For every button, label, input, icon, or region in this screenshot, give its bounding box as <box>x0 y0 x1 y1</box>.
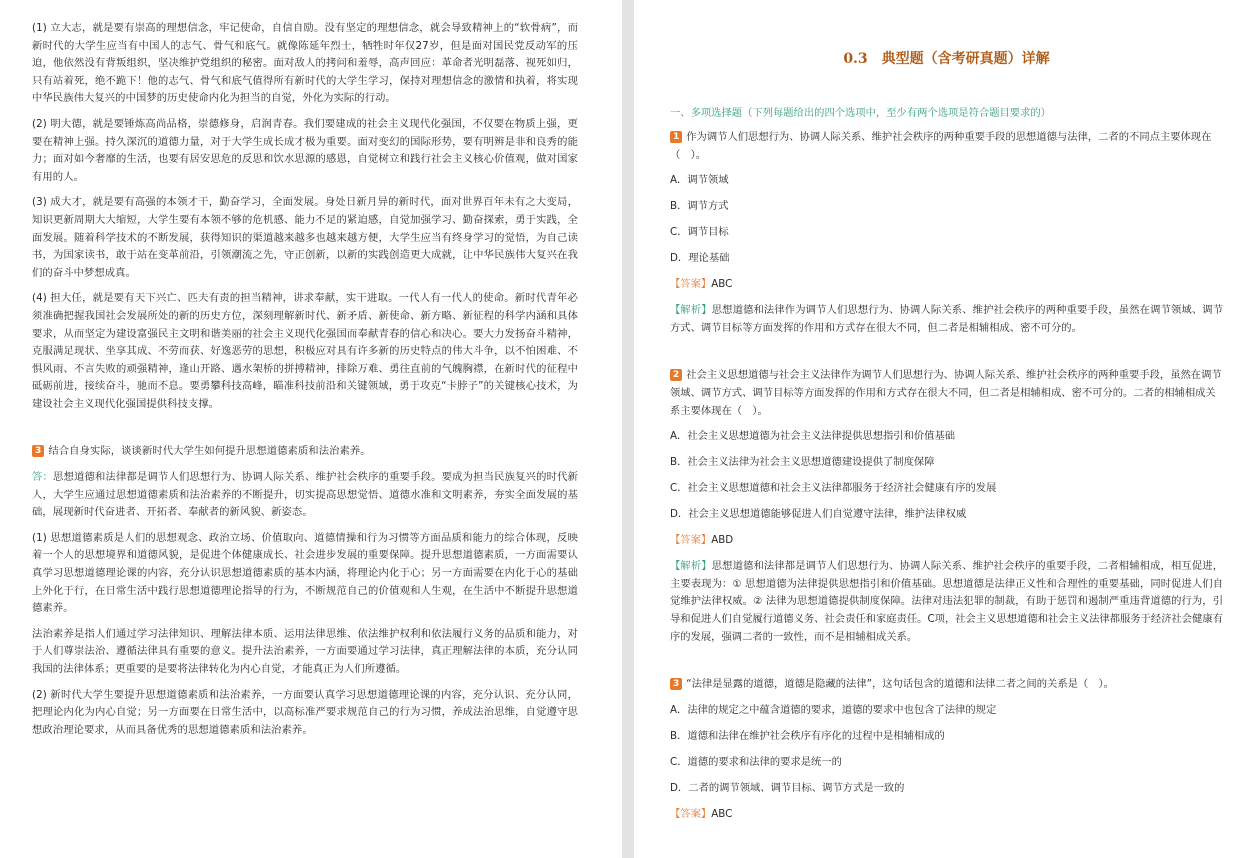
section-subheading: 一、多项选择题（下列每题给出的四个选项中，至少有两个选项是符合题目要求的） <box>670 107 1051 119</box>
section-title: 0.3 典型题（含考研真题）详解 <box>843 51 1050 67</box>
option-c: C．社会主义思想道德和社会主义法律都服务于经济社会健康有序的发展 <box>670 482 997 495</box>
explanation <box>670 302 1223 337</box>
answer-label: 答： <box>32 471 54 484</box>
question-text: “法律是显露的道德，道德是隐藏的法律”，这句话包含的道德和法律二者之间的关系是（ ）。 <box>686 678 1114 691</box>
question-3-heading <box>32 443 578 461</box>
option-a: A．调节领域 <box>670 174 729 187</box>
option-c: C．道德的要求和法律的要求是统一的 <box>670 755 842 768</box>
left-page <box>0 0 622 858</box>
option-b: B．道德和法律在维护社会秩序有序化的过程中是相辅相成的 <box>670 729 945 742</box>
option-d: D．社会主义思想道德能够促进人们自觉遵守法律，维护法律权威 <box>670 508 967 521</box>
paragraph-responsibility: (4) 担大任，就是要有天下兴亡、匹夫有责的担当精神，讲求奉献，实干进取。一代人有一代人的使命。新时代青年必须准确把握我国社会发展所处的新的历史方位，深刻理解新时代、新矛盾、新使命、新方略、新征程的科学内涵和具体要求，从而坚定为建设富强民主文明和谐美丽的社会主义现代化强国而奉献青春的信心和决心。要大力发扬奋斗精神，克服满足现状、坐享其成、不劳而获、好逸恶劳的思想，积极应对具有许多新的历史特点的伟大斗争，以不怕困难、不惧风雨、不言失败的顽强精神，逢山开路、遇水架桥的拼搏精神，排除万难、勇往直前的气魄胸襟，在新时代的征程中砥砺前进，接续奋斗，驰而不息。要勇攀科技高峰，瞄准科技前沿和关键领域，勇于攻克“卡脖子”的关键核心技术，为建设社会主义现代化强国提供科技支撑。 <box>32 292 578 410</box>
explanation-tag: 【解析】 <box>670 304 712 317</box>
paragraph-morality: (2) 明大德，就是要锤炼高尚品格，崇德修身，启润青春。我们要建成的社会主义现代化强国，不仅要在物质上强，更要在精神上强。持久深沉的道德力量，对于大学生成长成才极为重要。面对变幻的国际形势，要有明辨是非和良秀的能力；面对如今奢靡的生活，也要有居安思危的反思和饮水思源的感恩，自觉树立和践行社会主义核心价值观，做对国家有用的人。 <box>32 117 578 183</box>
answer-tag: 【答案】 <box>670 278 712 291</box>
answer-text: 思想道德和法律都是调节人们思想行为、协调人际关系、维护社会秩序的重要手段。要成为担当民族复兴的时代新人，大学生应通过思想道德素质和法治素养的不断提升，切实提高思想觉悟、道德水准和文明素养，夯实全面发展的基础，展现新时代奋进者、开拓者、奉献者的新风貌、新姿态。 <box>32 471 579 519</box>
question-stem <box>670 129 1223 164</box>
answer-line <box>670 806 1223 823</box>
answer-tag: 【答案】 <box>670 807 712 820</box>
paragraph-talent: (3) 成大才，就是要有高强的本领才干，勤奋学习，全面发展。身处日新月异的新时代，面对世界百年未有之大变局，知识更新周期大大缩短，大学生要有本领不够的危机感、能力不足的紧迫感，自觉加强学习、勤奋探索，勇于实践，全面发展。随着科学技术的不断发展，获得知识的渠道越来越多也越来越方便，大学生应当有终身学习的觉悟，为自己读书，为国家读书，敢于站在变革前沿，引领潮流之先，守正创新，以新的实践创造更大成就，让中华民族伟大复兴在我们的奋斗中梦想成真。 <box>32 196 578 279</box>
option-a: A．法律的规定之中蕴含道德的要求，道德的要求中也包含了法律的规定 <box>670 703 997 716</box>
option-b: B．社会主义法律为社会主义思想道德建设提供了制度保障 <box>670 456 935 469</box>
option-c: C．调节目标 <box>670 226 729 239</box>
paragraph-improvement: (2) 新时代大学生要提升思想道德素质和法治素养，一方面要认真学习思想道德理论课的内容，充分认识、充分认同，把理论内化为内心自觉；另一方面要在日常生活中，以高标准严要求规范自己的行为习惯，养成法治思维，自觉遵守思想政治理论要求，从而具备优秀的思想道德素质和法治素养。 <box>32 688 578 736</box>
answer-value: ABD <box>711 534 734 547</box>
question-number-badge: 3 <box>32 445 44 457</box>
answer-line <box>670 276 1223 293</box>
explanation-text: 思想道德和法律作为调节人们思想行为、协调人际关系、维护社会秩序的两种重要手段，虽然在调节领域、调节方式、调节目标等方面发挥的作用和方式存在很大不同，但二者是相辅相成、密不可分的。 <box>670 304 1224 334</box>
question-text: 社会主义思想道德与社会主义法律作为调节人们思想行为、协调人际关系、维护社会秩序的两种重要手段，虽然在调节领域、调节方式、调节目标等方面发挥的作用和方式存在很大不同，但二者是相辅相成、密不可分的。二者的相辅相成关系主要体现在（ ）。 <box>670 369 1222 417</box>
answer-value: ABC <box>711 278 733 291</box>
question-text: 作为调节人们思想行为、协调人际关系、维护社会秩序的两种重要手段的思想道德与法律，二者的不同点主要体现在（ ）。 <box>670 131 1212 161</box>
answer-tag: 【答案】 <box>670 534 712 547</box>
paragraph-legal-literacy: 法治素养是指人们通过学习法律知识、理解法律本质、运用法律思维、依法维护权利和依法履行义务的品质和能力，对于人们尊崇法治、遵循法律具有重要的意义。提升法治素养，一方面要通过学习法律，真正理解法律的本质，充分认同我国的法律体系；更重要的是要将法律转化为内心自觉，才能真正为人们所遵循。 <box>32 627 578 675</box>
question-3-text: 结合自身实际，谈谈新时代大学生如何提升思想道德素质和法治素养。 <box>48 445 371 458</box>
question-number-badge: 3 <box>670 678 682 690</box>
paragraph-moral-quality: (1) 思想道德素质是人们的思想观念、政治立场、价值取向、道德情操和行为习惯等方面品质和能力的综合体现，反映着一个人的思想境界和道德风貌，是促进个体健康成长、社会进步发展的重要保障。提升思想道德素质，一方面需要认真学习思想道德理论课的内容，充分认识思想道德素质的基本内涵，将理论内化于心；另一方面需要在内化于心的基础上外化于行，在日常生活中践行思想道德理论指导的行为，不断规范自己的价值观和人生观，在生活中不断提升思想道德素养。 <box>32 531 578 615</box>
explanation <box>670 558 1223 646</box>
right-page <box>634 0 1259 858</box>
question-number-badge: 2 <box>670 369 682 381</box>
question-stem <box>670 676 1223 694</box>
answer-line <box>670 532 1223 549</box>
option-a: A．社会主义思想道德为社会主义法律提供思想指引和价值基础 <box>670 430 956 443</box>
question-3 <box>670 676 1223 823</box>
question-2 <box>670 367 1223 646</box>
explanation-tag: 【解析】 <box>670 560 712 573</box>
question-3-answer <box>32 469 578 522</box>
question-1 <box>670 129 1223 337</box>
paragraph-ideals: (1) 立大志，就是要有崇高的理想信念，牢记使命，自信自励。没有坚定的理想信念，就会导致精神上的“软骨病”，而新时代的大学生应当有中国人的志气、骨气和底气。就像陈延年烈士，牺牲时年仅27岁，但是面对国民党反动军的压迫，他依然没有背叛组织，坚决维护党组织的秘密。面对敌人的拷问和羞辱，高声回应：革命者光明磊落、视死如归，只有站着死，绝不跪下！他的志气、骨气和底气值得所有新时代的大学生学习，保持对理想信念的激情和执着，将实现中华民族伟大复兴的中国梦的历史使命内化为担当的自觉，外化为实际的行动。 <box>32 22 578 105</box>
option-b: B．调节方式 <box>670 200 729 213</box>
option-d: D．理论基础 <box>670 252 730 265</box>
question-stem <box>670 367 1223 420</box>
answer-value: ABC <box>711 807 733 820</box>
explanation-text: 思想道德和法律都是调节人们思想行为、协调人际关系、维护社会秩序的重要手段，二者相辅相成，相互促进，主要表现为：① 思想道德为法律提供思想指引和价值基础。思想道德是法律正义性和合理性的重要基础，同时促进人们自觉维护法律权威。② 法律为思想道德提供制度保障。法律对违法犯罪的制裁，有助于惩罚和遏制严重违背道德的行为，引导和促进人们自觉履行道德义务、社会责任和家庭责任。C项，社会主义思想道德和社会主义法律都服务于经济社会健康有序的发展，强调二者的一致性，而不是相辅相成关系。 <box>670 560 1224 643</box>
option-d: D．二者的调节领域、调节目标、调节方式是一致的 <box>670 781 905 794</box>
question-number-badge: 1 <box>670 131 682 143</box>
